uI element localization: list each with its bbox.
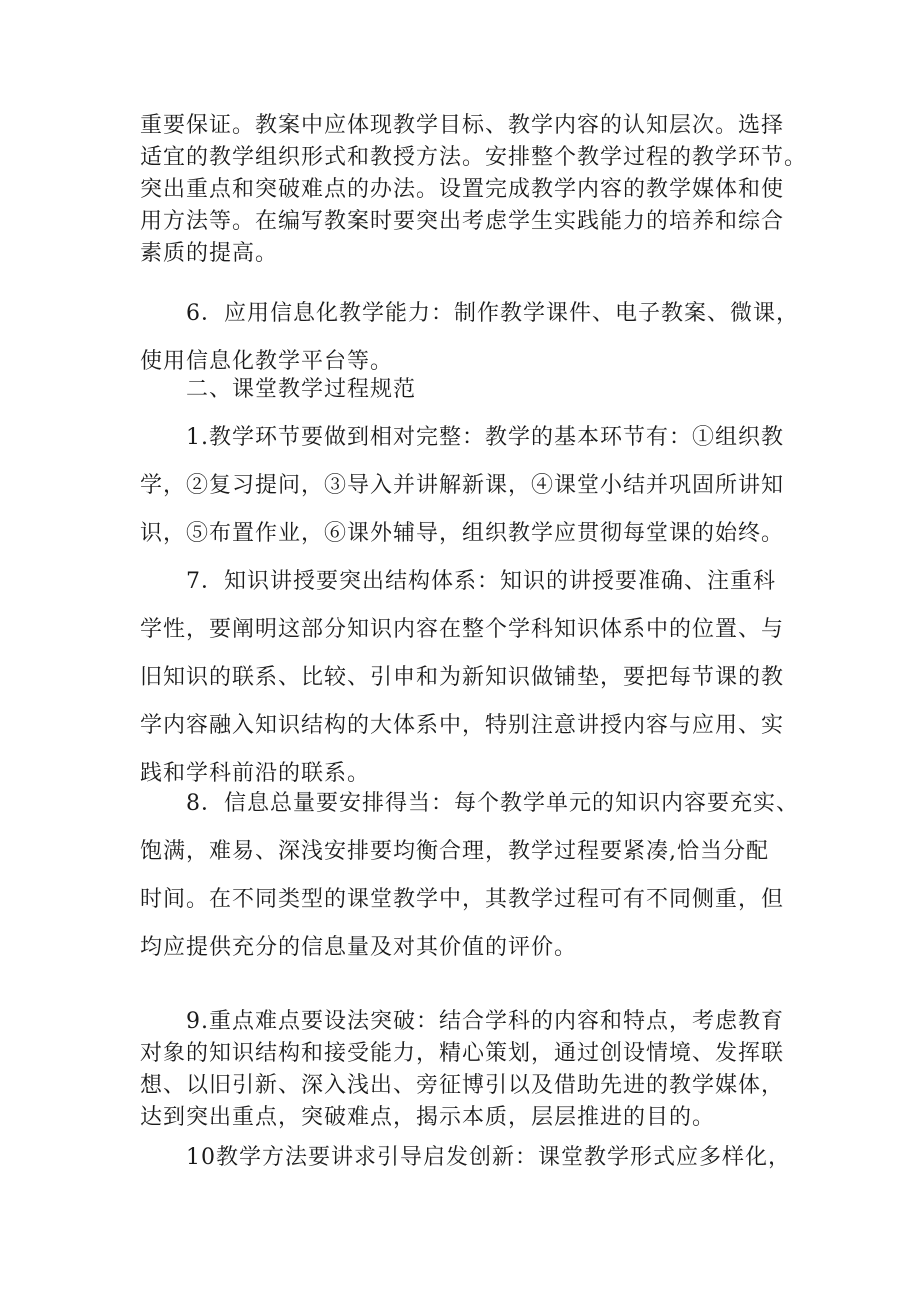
text-line: 想、以旧引新、深入浅出、旁征博引以及借助先进的教学媒体， bbox=[140, 1073, 785, 1098]
paragraph-item-8 bbox=[140, 780, 820, 972]
text-line: 重要保证。教案中应体现教学目标、教学内容的认知层次。选择 bbox=[140, 113, 785, 138]
text-line: 达到突出重点，突破难点，揭示本质，层层推进的目的。 bbox=[140, 1105, 716, 1130]
text-line: 践和学科前沿的联系。 bbox=[140, 761, 371, 786]
text-line: 7．知识讲授要突出结构体系：知识的讲授要准确、注重科 bbox=[186, 569, 776, 594]
text-line: 均应提供充分的信息量及对其价值的评价。 bbox=[140, 935, 578, 960]
text-line: 使用信息化教学平台等。 bbox=[140, 349, 394, 374]
text-line: 饱满，难易、深浅安排要均衡合理，教学过程要紧凑,恰当分配 bbox=[140, 839, 769, 864]
paragraph-item-7 bbox=[140, 558, 820, 798]
section-heading bbox=[140, 366, 820, 414]
text-line: 旧知识的联系、比较、引申和为新知识做铺垫，要把每节课的教 bbox=[140, 665, 785, 690]
text-line: 学内容融入知识结构的大体系中，特别注意讲授内容与应用、实 bbox=[140, 713, 785, 738]
text-line: 8．信息总量要安排得当：每个教学单元的知识内容要充实、 bbox=[186, 791, 799, 816]
text-line: 时间。在不同类型的课堂教学中，其教学过程可有不同侧重，但 bbox=[140, 887, 785, 912]
text-line: 10教学方法要讲求引导启发创新：课堂教学形式应多样化， bbox=[186, 1145, 791, 1170]
paragraph-item-9 bbox=[140, 1006, 820, 1134]
section-heading-text: 二、课堂教学过程规范 bbox=[186, 377, 417, 402]
text-line: 对象的知识结构和接受能力，精心策划，通过创设情境、发挥联 bbox=[140, 1041, 785, 1066]
text-line: 6．应用信息化教学能力：制作教学课件、电子教案、微课， bbox=[186, 301, 799, 326]
text-line: 学，②复习提问，③导入并讲解新课，④课堂小结并巩固所讲知 bbox=[140, 473, 785, 498]
text-line: 9.重点难点要设法突破：结合学科的内容和特点，考虑教育 bbox=[186, 1009, 784, 1034]
text-line: 适宜的教学组织形式和教授方法。安排整个教学过程的教学环节。 bbox=[140, 145, 808, 170]
text-line: 突出重点和突破难点的办法。设置完成教学内容的教学媒体和使 bbox=[140, 177, 785, 202]
text-line: 学性，要阐明这部分知识内容在整个学科知识体系中的位置、与 bbox=[140, 617, 785, 642]
text-line: 素质的提高。 bbox=[140, 241, 279, 266]
text-line: 用方法等。在编写教案时要突出考虑学生实践能力的培养和综合 bbox=[140, 209, 785, 234]
paragraph-item-10 bbox=[140, 1134, 820, 1182]
text-line: 识，⑤布置作业，⑥课外辅导，组织教学应贯彻每堂课的始终。 bbox=[140, 521, 785, 546]
text-line: 1.教学环节要做到相对完整：教学的基本环节有：①组织教 bbox=[186, 425, 784, 450]
paragraph-item-1 bbox=[140, 414, 820, 558]
paragraph-lesson-plan-requirements bbox=[140, 110, 820, 270]
